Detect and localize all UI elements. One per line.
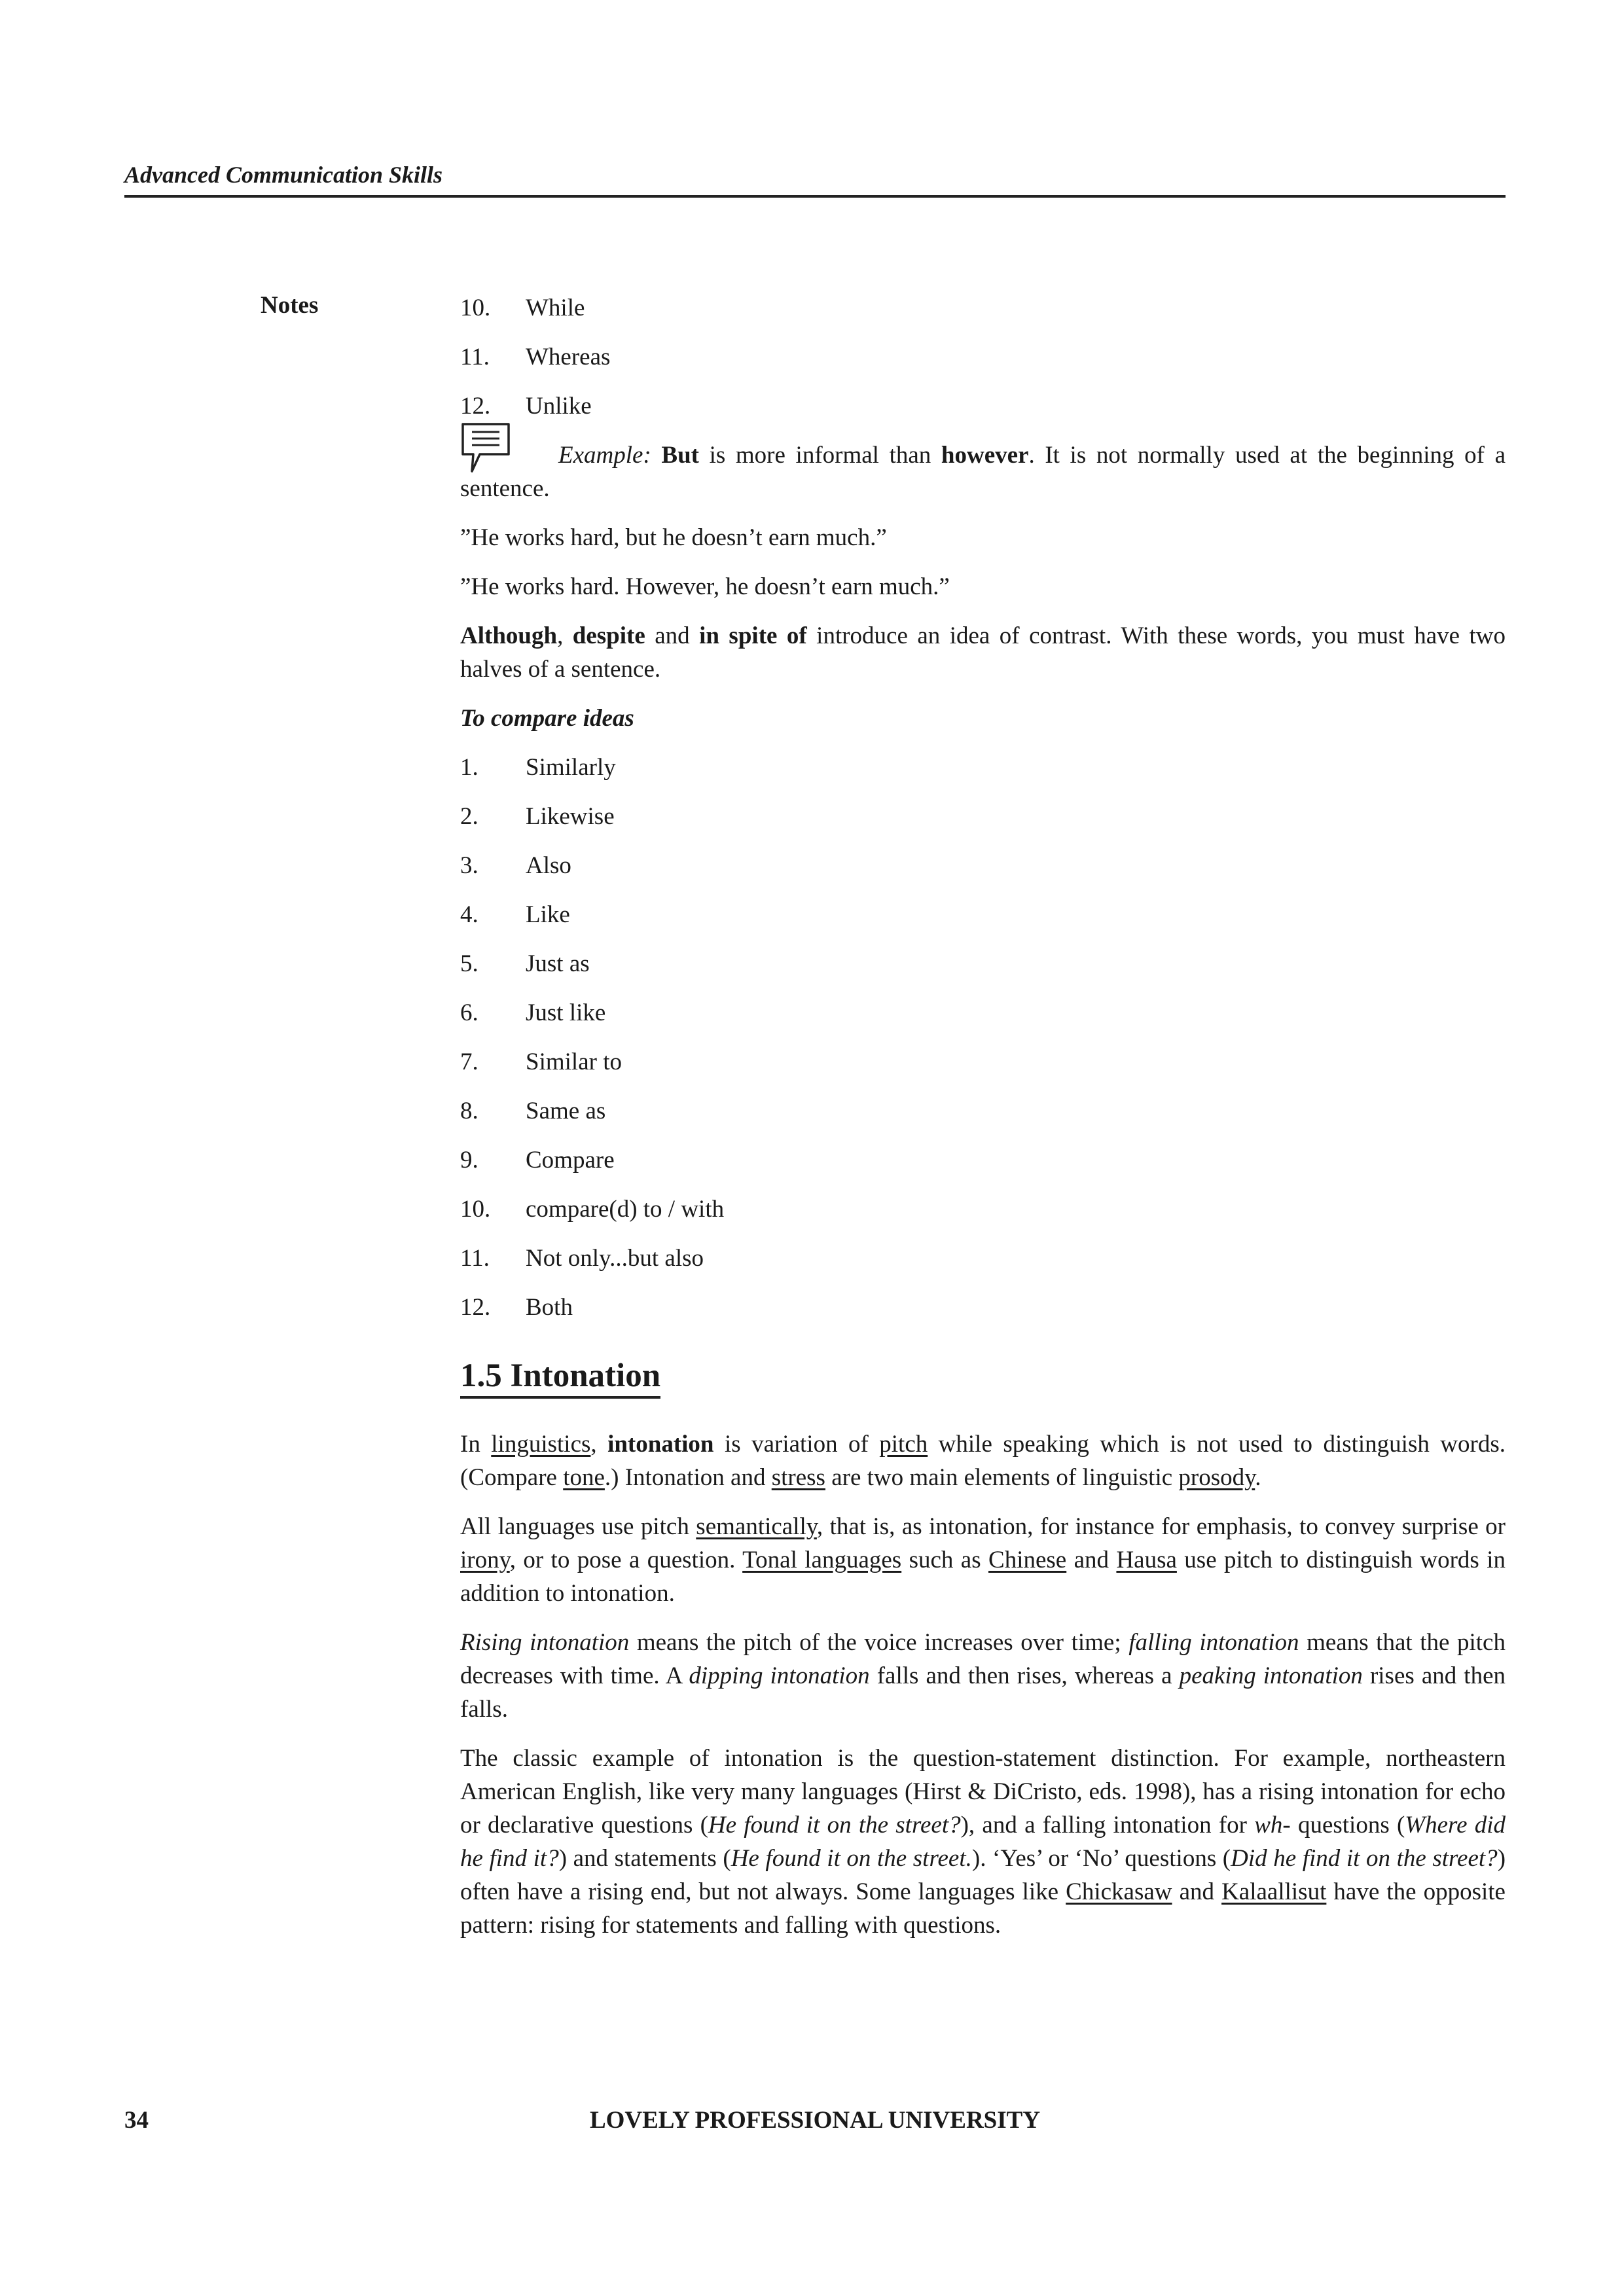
- link-pitch[interactable]: pitch: [879, 1431, 928, 1458]
- list-number: 1.: [460, 754, 478, 781]
- link-semantically[interactable]: semantically: [696, 1513, 817, 1540]
- list-number: 10.: [460, 1196, 491, 1223]
- link-tonal-languages[interactable]: Tonal languages: [742, 1547, 902, 1573]
- example-label: Example:: [558, 442, 651, 469]
- list-number: 10.: [460, 295, 491, 321]
- list-number: 4.: [460, 901, 478, 928]
- list-text: Not only...but also: [526, 1245, 704, 1272]
- list-text: Just like: [526, 999, 606, 1026]
- link-linguistics[interactable]: linguistics: [491, 1431, 591, 1458]
- header-title: Advanced Communication Skills: [124, 162, 443, 188]
- intonation-paragraph-1: In linguistics, intonation is variation of pitch while speaking which is not used to distinguish words. (Compare tone.) Intonation and stress are two main elements of linguistic prosody.: [460, 1431, 1506, 1491]
- list-text: Both: [526, 1294, 573, 1321]
- list-number: 6.: [460, 999, 478, 1026]
- list-text: Like: [526, 901, 570, 928]
- list-text: Same as: [526, 1098, 606, 1124]
- list-number: 2.: [460, 803, 478, 830]
- main-content: [460, 291, 1506, 1958]
- list-item: [460, 291, 1506, 325]
- list-number: 12.: [460, 1294, 491, 1321]
- although-paragraph: Although, despite and in spite of introduce an idea of contrast. With these words, you must have two halves of a sentence.: [460, 622, 1506, 683]
- list-item: [460, 800, 1506, 833]
- compare-subheading: To compare ideas: [460, 705, 634, 732]
- list-text: Also: [526, 852, 571, 879]
- list-item: [460, 849, 1506, 882]
- example-quote: ”He works hard, but he doesn’t earn much.”: [460, 524, 887, 551]
- list-text: Likewise: [526, 803, 615, 830]
- list-item: [460, 996, 1506, 1030]
- compare-list: [460, 751, 1506, 1324]
- footer-university: LOVELY PROFESSIONAL UNIVERSITY: [589, 2107, 1041, 2134]
- link-kalaallisut[interactable]: Kalaallisut: [1221, 1878, 1327, 1905]
- example-quote: ”He works hard. However, he doesn’t earn much.”: [460, 573, 950, 600]
- page-number: 34: [124, 2107, 149, 2134]
- list-item: [460, 1045, 1506, 1079]
- list-item: [460, 1291, 1506, 1324]
- list-text: compare(d) to / with: [526, 1196, 725, 1223]
- intonation-paragraph-4: The classic example of intonation is the question-statement distinction. For example, northeastern American English, like very many languages (Hirst & DiCristo, eds. 1998), has a rising intonation for echo or declarative questions (He found it on the street?), and a falling intonation for wh- questions (Where did he find it?) and statements (He found it on the street.). ‘Yes’ or ‘No’ questions (Did he find it on the street?) often have a rising end, but not always. Some languages like Chickasaw and Kalaallisut have the opposite pattern: rising for statements and falling with questions.: [460, 1745, 1506, 1939]
- note-icon: [460, 422, 511, 474]
- list-number: 5.: [460, 950, 478, 977]
- list-number: 12.: [460, 393, 491, 420]
- list-item: [460, 340, 1506, 374]
- list-number: 11.: [460, 1245, 490, 1272]
- contrast-list: [460, 291, 1506, 423]
- list-number: 11.: [460, 344, 490, 370]
- list-number: 8.: [460, 1098, 478, 1124]
- link-hausa[interactable]: Hausa: [1116, 1547, 1177, 1573]
- list-number: 9.: [460, 1147, 478, 1174]
- link-stress[interactable]: stress: [771, 1464, 825, 1491]
- list-text: While: [526, 295, 585, 321]
- link-irony[interactable]: irony: [460, 1547, 510, 1573]
- list-number: 3.: [460, 852, 478, 879]
- example-text: Example: But is more informal than however. It is not normally used at the beginning of a sentence.: [460, 442, 1506, 502]
- list-item: [460, 1242, 1506, 1275]
- list-text: Unlike: [526, 393, 592, 420]
- list-text: Compare: [526, 1147, 615, 1174]
- running-header: [124, 161, 1506, 198]
- list-item: [460, 947, 1506, 980]
- example-block: [460, 439, 1506, 505]
- list-text: Just as: [526, 950, 590, 977]
- list-text: Similarly: [526, 754, 616, 781]
- section-title: 1.5 Intonation: [460, 1357, 660, 1399]
- list-item: [460, 1094, 1506, 1128]
- list-item: [460, 751, 1506, 784]
- intonation-paragraph-3: Rising intonation means the pitch of the voice increases over time; falling intonation means that the pitch decreases with time. A dipping intonation falls and then rises, whereas a peaking intonation rises and then falls.: [460, 1629, 1506, 1723]
- list-text: Whereas: [526, 344, 611, 370]
- link-prosody[interactable]: prosody: [1178, 1464, 1255, 1491]
- notes-margin-label: Notes: [261, 292, 319, 319]
- link-chickasaw[interactable]: Chickasaw: [1066, 1878, 1172, 1905]
- list-item: [460, 1143, 1506, 1177]
- list-text: Similar to: [526, 1049, 622, 1075]
- link-tone[interactable]: tone: [563, 1464, 605, 1491]
- link-chinese[interactable]: Chinese: [988, 1547, 1067, 1573]
- intonation-paragraph-2: All languages use pitch semantically, that is, as intonation, for instance for emphasis, to convey surprise or irony, or to pose a question. Tonal languages such as Chinese and Hausa use pitch to distinguish words in addition to intonation.: [460, 1513, 1506, 1607]
- list-item: [460, 1193, 1506, 1226]
- list-item: [460, 898, 1506, 931]
- list-item: [460, 389, 1506, 423]
- list-number: 7.: [460, 1049, 478, 1075]
